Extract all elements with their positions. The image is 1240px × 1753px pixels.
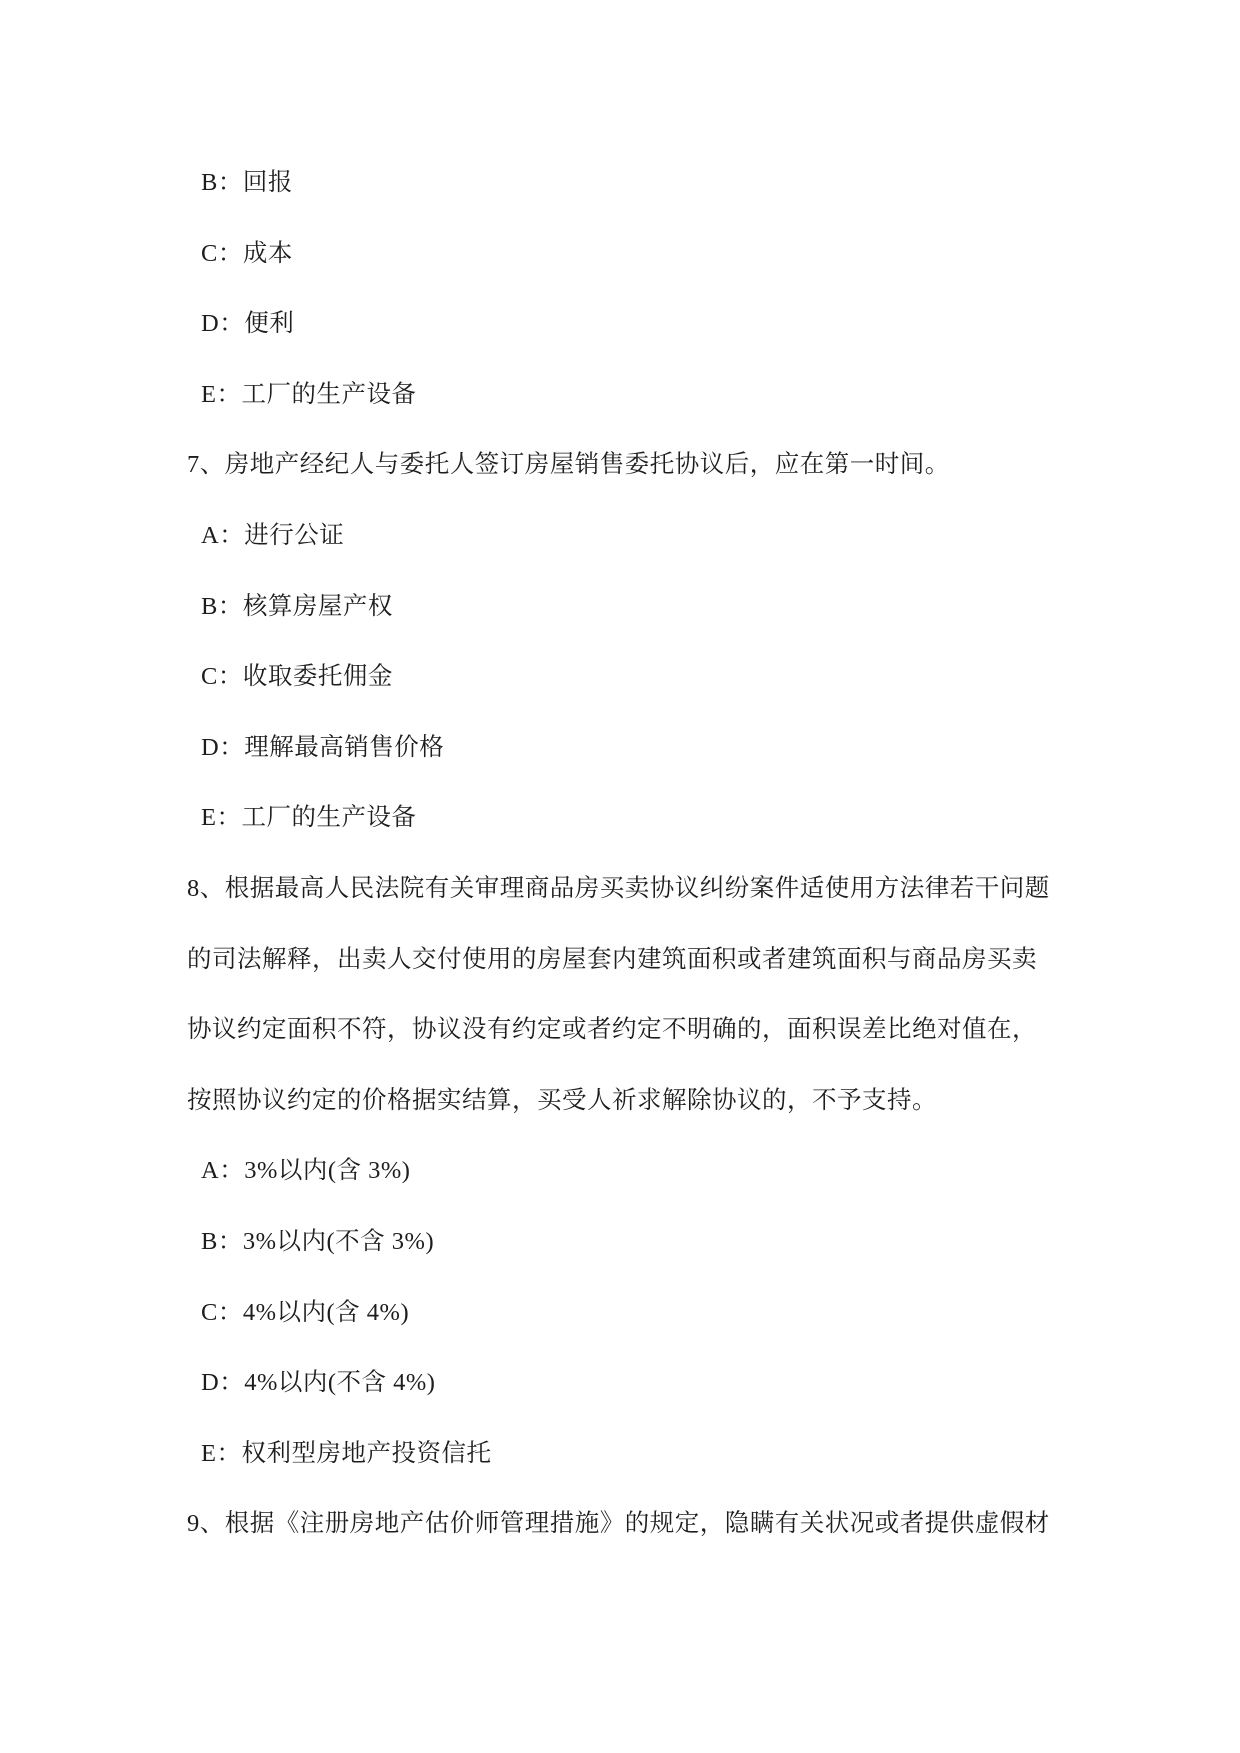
question-line: 9、根据《注册房地产估价师管理措施》的规定，隐瞒有关状况或者提供虚假材	[187, 1510, 1050, 1538]
option-line: D：理解最高销售价格	[201, 733, 445, 761]
option-line: D：4%以内(不含 4%)	[201, 1369, 436, 1397]
option-line: B：3%以内(不含 3%)	[201, 1227, 435, 1255]
document-text-block	[0, 148, 1240, 1560]
question-line: 8、根据最高人民法院有关审理商品房买卖协议纠纷案件适使用方法律若干问题	[187, 874, 1050, 902]
option-line: D：便利	[201, 310, 295, 338]
option-line: E：工厂的生产设备	[201, 380, 417, 408]
option-line: A：进行公证	[201, 521, 345, 549]
option-line: B：核算房屋产权	[201, 592, 393, 620]
question-continuation-line: 按照协议约定的价格据实结算，买受人祈求解除协议的，不予支持。	[187, 1086, 937, 1114]
question-continuation-line: 的司法解释，出卖人交付使用的房屋套内建筑面积或者建筑面积与商品房买卖	[187, 945, 1037, 973]
option-line: C：4%以内(含 4%)	[201, 1298, 410, 1326]
question-line: 7、房地产经纪人与委托人签订房屋销售委托协议后，应在第一时间。	[187, 451, 950, 479]
question-continuation-line: 协议约定面积不符，协议没有约定或者约定不明确的，面积误差比绝对值在，	[187, 1016, 1037, 1044]
option-line: C：成本	[201, 239, 293, 267]
option-line: A：3%以内(含 3%)	[201, 1157, 411, 1185]
option-line: C：收取委托佣金	[201, 663, 393, 691]
option-line: B：回报	[201, 169, 293, 196]
option-line: E：权利型房地产投资信托	[201, 1439, 492, 1467]
option-line: E：工厂的生产设备	[201, 804, 417, 832]
